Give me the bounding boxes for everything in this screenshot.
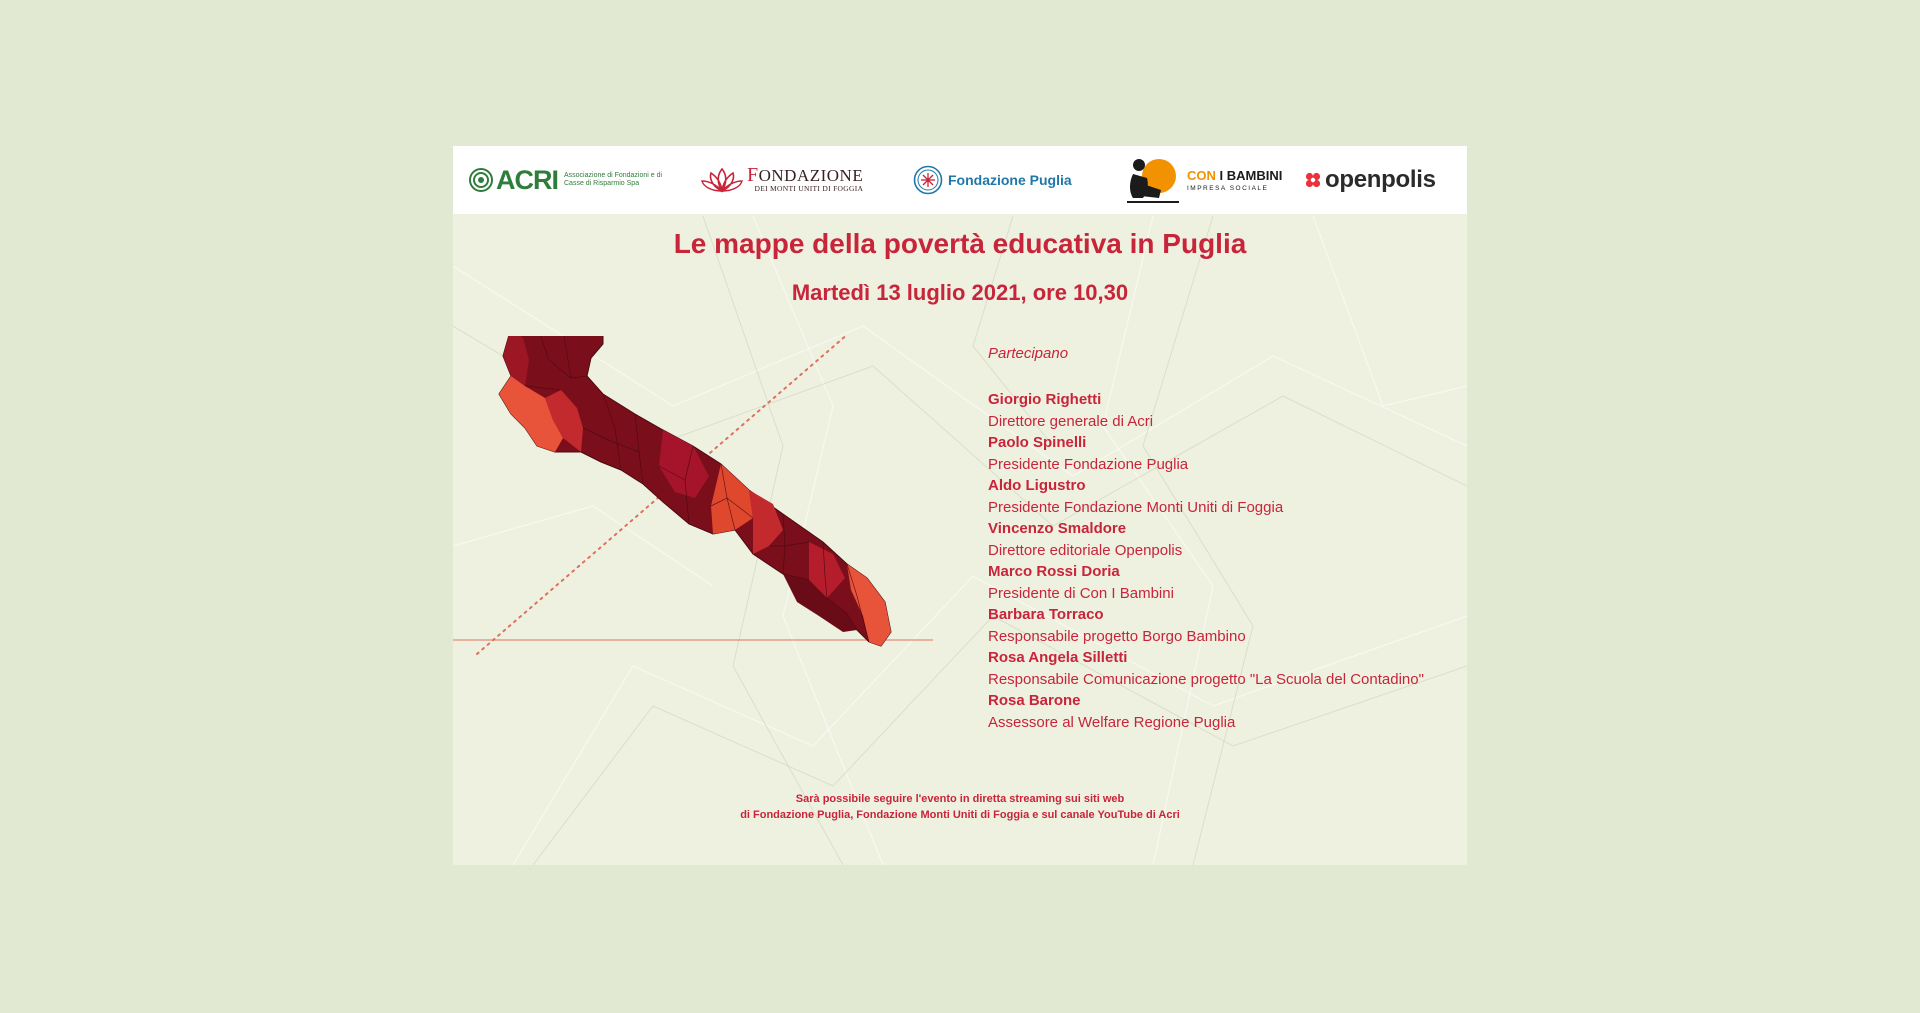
event-flyer bbox=[453, 146, 1467, 865]
speaker-name: Paolo Spinelli bbox=[988, 434, 1087, 451]
fondazione-monti-uniti-logo bbox=[701, 146, 863, 214]
speaker-name: Rosa Barone bbox=[988, 692, 1081, 709]
speaker-name: Giorgio Righetti bbox=[988, 391, 1102, 408]
speaker-item bbox=[988, 561, 1458, 604]
openpolis-wordmark: openpolis bbox=[1325, 166, 1436, 193]
streaming-note bbox=[453, 791, 1467, 823]
speaker-name: Rosa Angela Silletti bbox=[988, 649, 1128, 666]
streaming-note-line-1: Sarà possibile seguire l'evento in diretta streaming sui siti web bbox=[795, 793, 1125, 805]
fondazione-puglia-logo bbox=[913, 146, 1072, 214]
acri-emblem-icon bbox=[469, 168, 493, 192]
puglia-region-shape bbox=[499, 336, 891, 646]
fondazione-monti-wordmark: FONDAZIONE bbox=[747, 164, 864, 186]
speaker-item bbox=[988, 690, 1458, 733]
speaker-item bbox=[988, 604, 1458, 647]
speakers-heading: Partecipano bbox=[988, 345, 1069, 362]
speaker-item bbox=[988, 475, 1458, 518]
puglia-poverty-map bbox=[453, 336, 933, 716]
con-i-bambini-prefix: CON bbox=[1187, 168, 1216, 183]
speaker-item bbox=[988, 432, 1458, 475]
speaker-list bbox=[988, 389, 1458, 733]
speaker-item bbox=[988, 647, 1458, 690]
streaming-note-line-2: di Fondazione Puglia, Fondazione Monti Uniti di Foggia e sul canale YouTube di Acri bbox=[740, 809, 1180, 821]
con-i-bambini-subtitle: IMPRESA SOCIALE bbox=[1187, 185, 1269, 192]
con-i-bambini-wordmark: I BAMBINI bbox=[1219, 168, 1283, 183]
child-reading-icon bbox=[1125, 156, 1181, 204]
con-i-bambini-logo bbox=[1125, 146, 1282, 214]
fondazione-puglia-wordmark: Fondazione Puglia bbox=[948, 172, 1072, 188]
speaker-name: Aldo Ligustro bbox=[988, 477, 1086, 494]
lotus-icon bbox=[701, 167, 743, 193]
speaker-name: Vincenzo Smaldore bbox=[988, 520, 1127, 537]
speaker-name: Barbara Torraco bbox=[988, 606, 1104, 623]
acri-subtitle: Associazione di Fondazioni e di Casse di Risparmio Spa bbox=[564, 172, 663, 187]
fondazione-puglia-emblem-icon bbox=[913, 165, 943, 195]
speaker-role: Responsabile Comunicazione progetto "La Scuola del Contadino" bbox=[988, 670, 1424, 688]
speaker-item bbox=[988, 389, 1458, 432]
speaker-role: Presidente di Con I Bambini bbox=[988, 584, 1174, 602]
speaker-role: Direttore generale di Acri bbox=[988, 412, 1154, 430]
speaker-role: Assessore al Welfare Regione Puglia bbox=[988, 713, 1236, 731]
fondazione-monti-subtitle: DEI MONTI UNITI DI FOGGIA bbox=[754, 184, 864, 193]
openpolis-emblem-icon bbox=[1305, 172, 1321, 188]
speaker-role: Presidente Fondazione Puglia bbox=[988, 455, 1189, 473]
speaker-item bbox=[988, 518, 1458, 561]
partner-logos-bar bbox=[453, 146, 1467, 214]
speaker-name: Marco Rossi Doria bbox=[988, 563, 1120, 580]
event-date: Martedì 13 luglio 2021, ore 10,30 bbox=[791, 280, 1129, 305]
speaker-role: Presidente Fondazione Monti Uniti di Foggia bbox=[988, 498, 1284, 516]
openpolis-logo bbox=[1305, 146, 1436, 214]
speakers-section bbox=[988, 345, 1458, 733]
event-title: Le mappe della povertà educativa in Puglia bbox=[673, 228, 1247, 259]
acri-logo bbox=[469, 146, 672, 214]
speaker-role: Responsabile progetto Borgo Bambino bbox=[988, 627, 1246, 645]
speaker-role: Direttore editoriale Openpolis bbox=[988, 541, 1183, 559]
acri-wordmark: ACRI bbox=[496, 164, 558, 195]
